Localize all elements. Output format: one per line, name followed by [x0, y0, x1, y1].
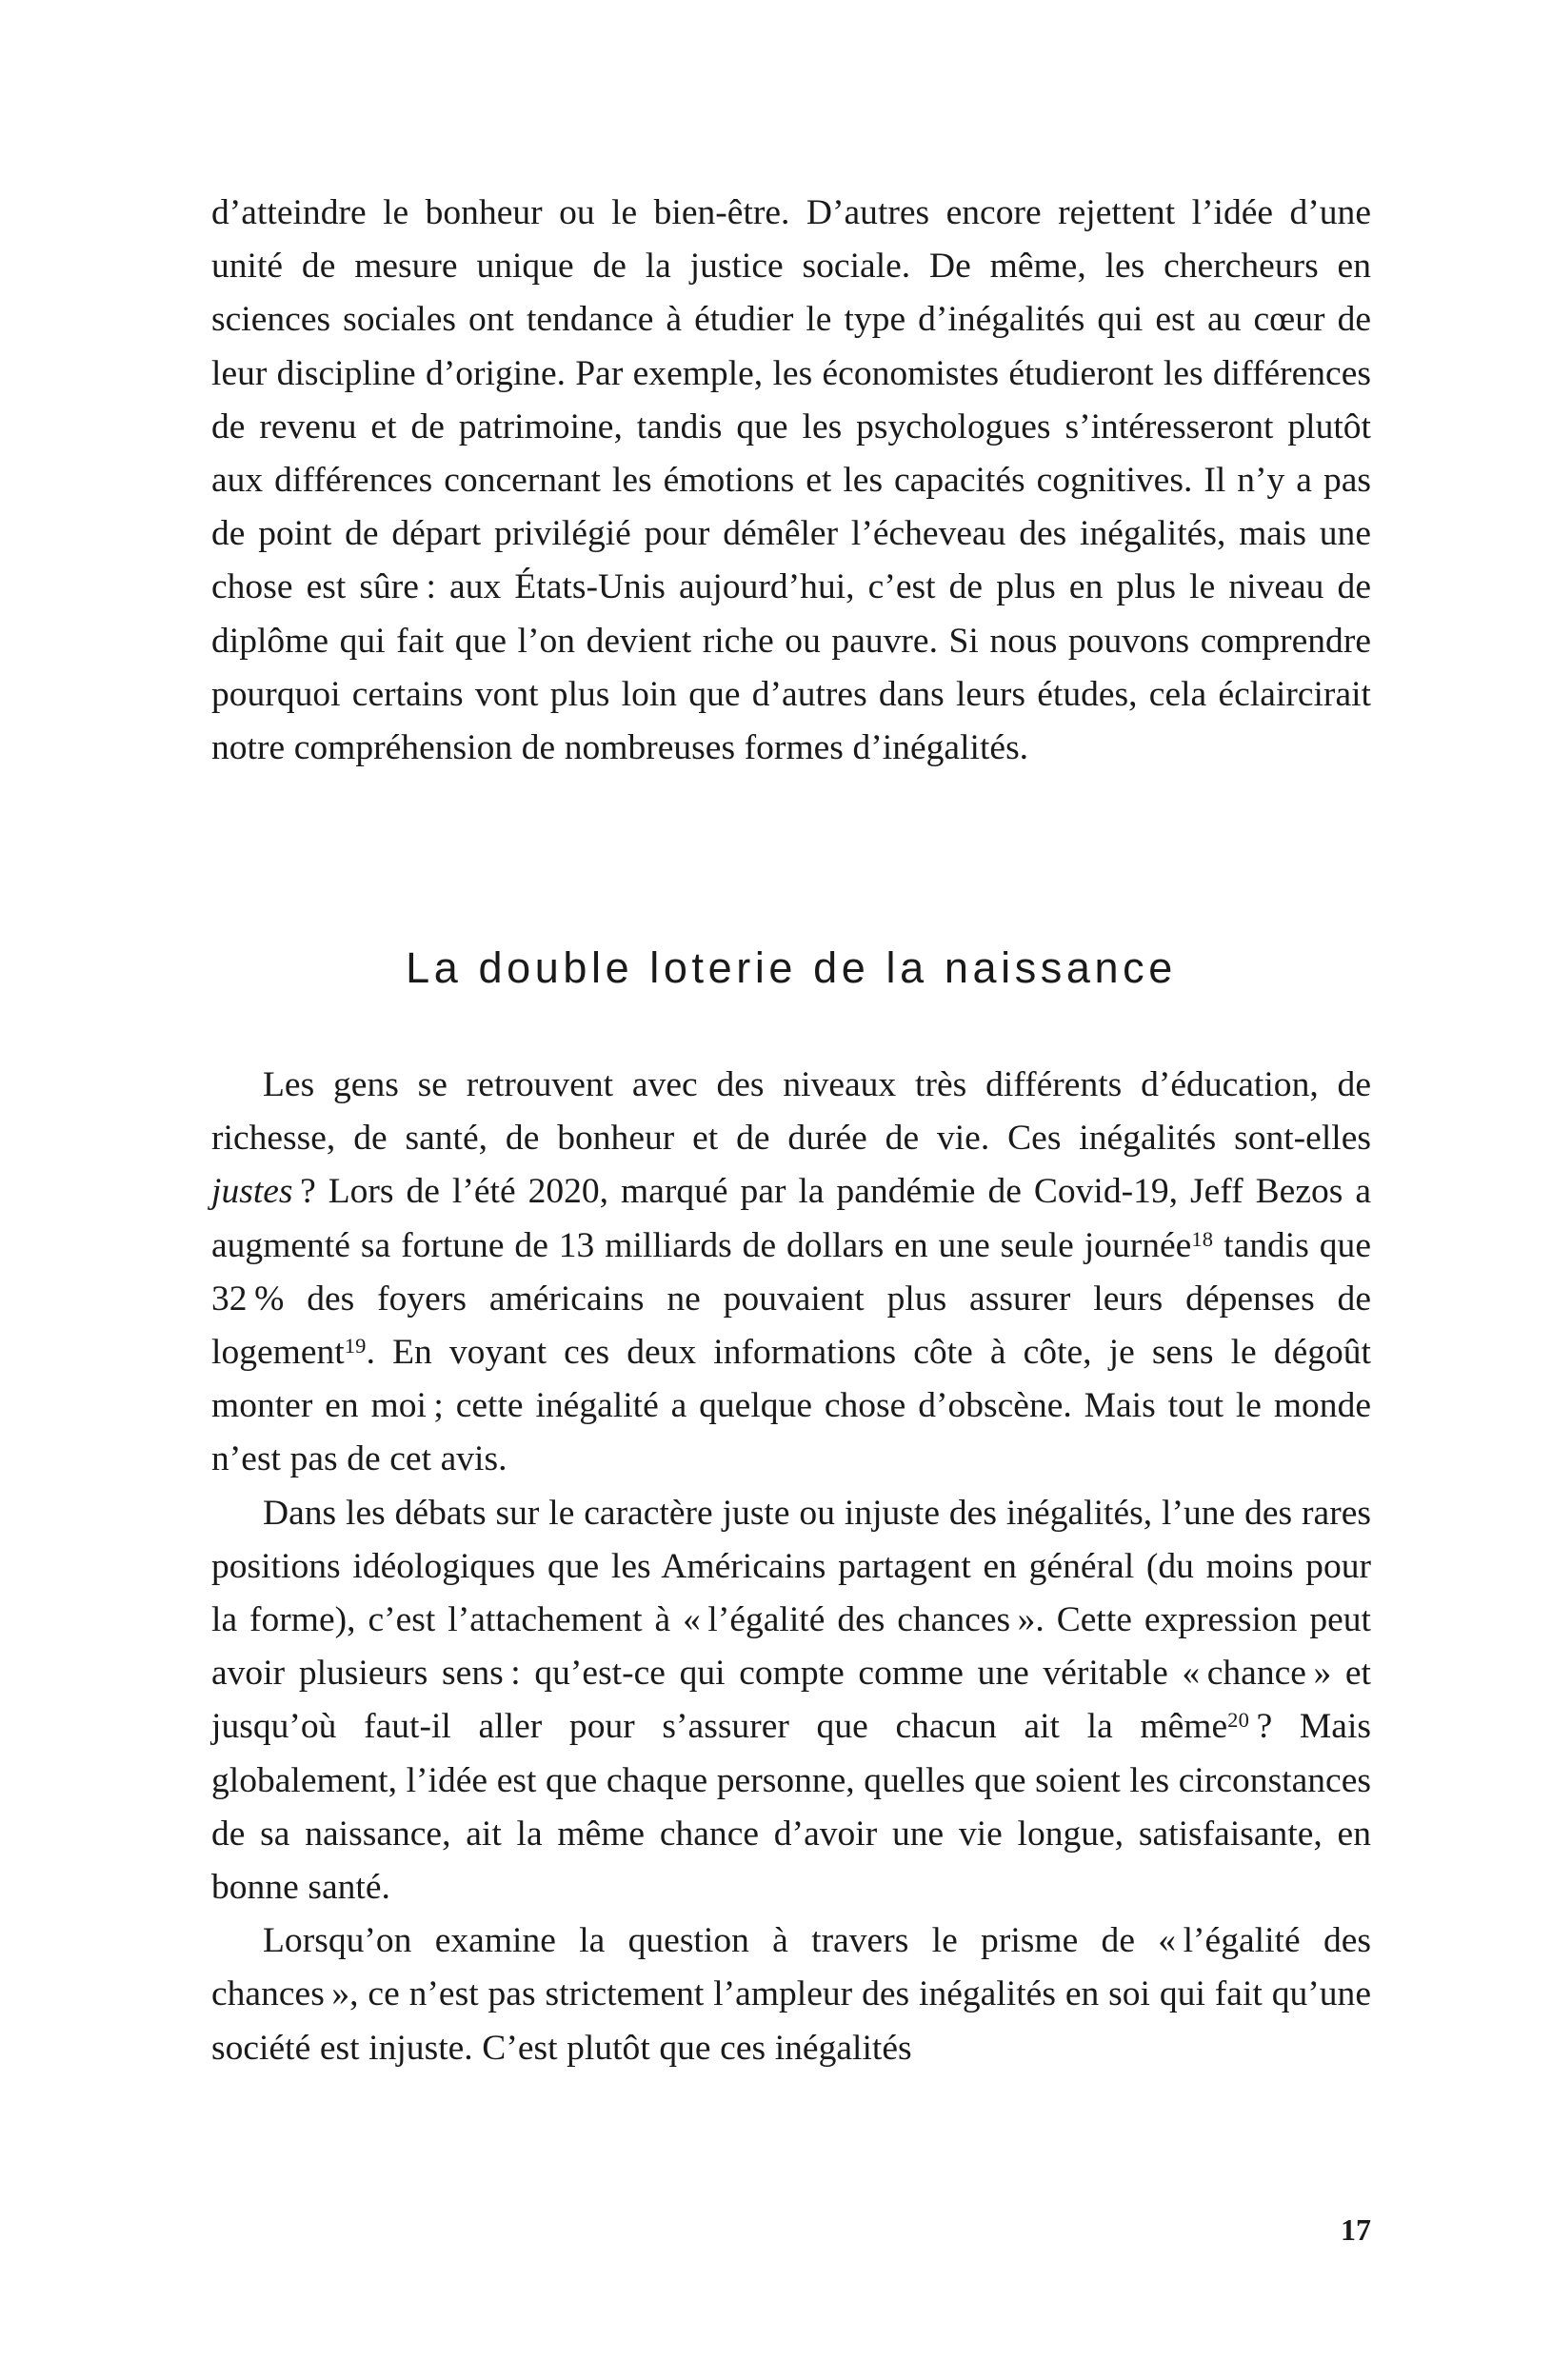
paragraph-3-text-b: ? Mais globalement, l’idée est que chaque personne, quelles que soient les circonstances de sa naissance, ait la même chance d’avoir une vie longue, satisfaisante, en bonne santé.	[211, 1707, 1371, 1908]
paragraph-4: Lorsqu’on examine la question à travers le prisme de « l’égalité des chances », ce n’est pas strictement l’ampleur des inégalités en soi qui fait qu’une société est injuste. C’est plutôt que ces inégalités	[211, 1921, 1371, 2068]
footnote-ref-20[interactable]: 20	[1227, 1708, 1250, 1733]
paragraph-continued: d’atteindre le bonheur ou le bien-être. D’autres encore rejettent l’idée d’une unité de mesure unique de la justice sociale. De même, les chercheurs en sciences sociales ont tendance à étudier le type d’inégalités qui est au cœur de leur discipline d’origine. Par exemple, les économistes étudieront les différences de revenu et de patrimoine, tandis que les psychologues s’intéresseront plutôt aux différences concernant les émotions et les capacités cognitives. Il n’y a pas de point de départ privilégié pour démêler l’écheveau des inégalités, mais une chose est sûre : aux États-Unis aujourd’hui, c’est de plus en plus le niveau de diplôme qui fait que l’on devient riche ou pauvre. Si nous pouvons comprendre pourquoi certains vont plus loin que d’autres dans leurs études, cela éclaircirait notre compréhension de nombreuses formes d’inégalités.	[211, 193, 1371, 768]
emphasis-justes: justes	[211, 1172, 293, 1212]
paragraph-2-text-d: . En voyant ces deux informations côte à côte, je sens le dégoût monter en moi ; cette inégalité a quelque chose d’obscène. Mais tout le monde n’est pas de cet avis.	[211, 1333, 1371, 1479]
paragraph-2	[211, 1059, 1371, 1487]
paragraph-3-text-a: Dans les débats sur le caractère juste ou injuste des inégalités, l’une des rares positions idéologiques que les Américains partagent en général (du moins pour la forme), c’est l’attachement à « l’égalité des chances ». Cette expression peut avoir plusieurs sens : qu’est-ce qui compte comme une véritable « chance » et jusqu’où faut-il aller pour s’assurer que chacun ait la même	[211, 1493, 1371, 1747]
page-number: 17	[1341, 2212, 1371, 2247]
section-heading: La double loterie de la naissance	[406, 943, 1177, 992]
paragraph-block-top	[211, 187, 1371, 775]
footnote-ref-18[interactable]: 18	[1191, 1226, 1214, 1251]
paragraph-3	[211, 1487, 1371, 1915]
footnote-ref-19[interactable]: 19	[344, 1333, 367, 1358]
paragraph-2-text-a: Les gens se retrouvent avec des niveaux très différents d’éducation, de richesse, de santé, de bonheur et de durée de vie. Ces inégalités sont-elles	[211, 1065, 1371, 1159]
paragraph-2-text-b: ? Lors de l’été 2020, marqué par la pandémie de Covid-19, Jeff Bezos a augmenté sa fortune de 13 milliards de dollars en une seule journée	[211, 1172, 1371, 1265]
paragraph-block-section	[211, 1059, 1371, 2075]
paragraph-2-text-c: tandis que 32 % des foyers américains ne pouvaient plus assurer leurs dépenses de logement	[211, 1225, 1371, 1373]
